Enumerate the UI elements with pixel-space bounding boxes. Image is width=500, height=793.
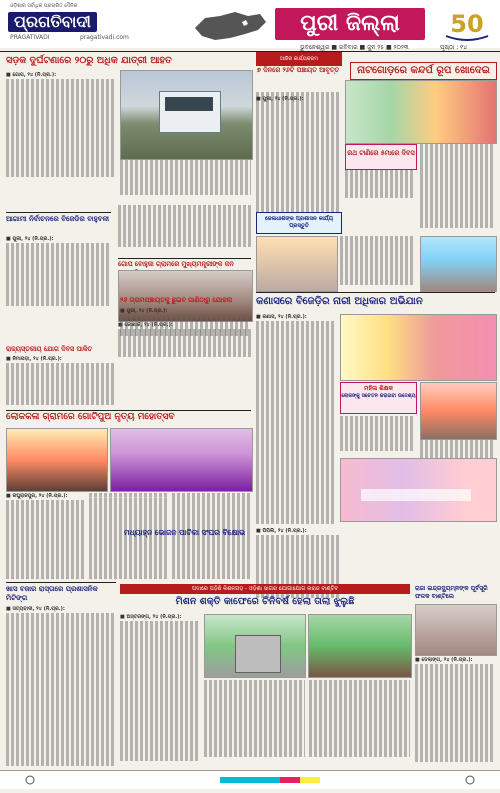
logo-subtitle: PRAGATIVADI <box>10 34 50 41</box>
photo-workshop <box>420 236 497 292</box>
headline-water-scheme: ୨୬ ଗ୍ରାମପଞ୍ଚାୟତକୁ ଛୁଇବ ପାଣିଠାରୁ ଯୋଜନା <box>120 296 233 304</box>
anniversary-emblem <box>440 6 494 44</box>
article-dateline-row <box>256 96 340 116</box>
website-url[interactable]: pragativadi.com <box>80 34 129 41</box>
photo-natagod-crafts <box>345 80 497 144</box>
highlight-text: ରଥ ଟାଣିରେ ୫ମାରେ ଦିବସ <box>347 149 415 157</box>
article-body <box>6 72 116 182</box>
article-dateline: ■ ପୁରୀ, ୨୪ (ନି.ପ୍ର.): <box>6 236 54 242</box>
article-body <box>120 308 250 338</box>
article-dateline: ■ ଗୋପ, ୨୪ (ନି.ପ୍ର.): <box>6 72 57 78</box>
article-body <box>6 356 116 406</box>
article-body <box>340 416 415 456</box>
photo-women-rally <box>340 314 497 381</box>
teacher-box <box>340 382 417 414</box>
article-body <box>415 657 495 765</box>
anniversary-number: 50 <box>450 10 484 38</box>
article-body <box>6 606 116 766</box>
headline-mission-shakti: ମିଶନ ଶକ୍ତି କାଫେରେ ଚିନିବର୍ଷ ହେଲା ତାଲା ଝୁଲୁଛି <box>175 596 355 607</box>
page-number: ପୃଷ୍ଠା : ୧୪ <box>440 44 468 51</box>
headline-natagod: ନାଟଗୋଡ଼ରେ କନ୍ଦର୍ପ ରୂପ ଖୋଦେଇ <box>350 62 497 80</box>
headline-accident: ସଡ଼କ ଦୁର୍ଘଟଣାରେ ୨୦ରୁ ଅଧିକ ଯାତ୍ରୀ ଆହତ <box>6 55 172 66</box>
article-dateline: ■ ପୁରୀ, ୨୪ (ନି.ପ୍ର.): <box>120 308 168 314</box>
highlight-box <box>345 144 417 170</box>
highlight-text-2: ଜେଳାଧୀଶଙ୍କ ପ୍ରଶାସନ କାର୍ଯ୍ୟ ପ୍ରସ୍ତୁତି <box>265 216 333 229</box>
article-body <box>6 236 111 308</box>
odisha-map-icon <box>190 8 270 44</box>
photo-accident-bus <box>120 70 253 160</box>
article-dateline: ■ ସତ୍ୟବାଦୀ, ୨୪ (ନି.ପ୍ର.): <box>6 606 65 612</box>
headline-king-plaque: ରାଜା ଇନ୍ଦ୍ରଦ୍ୟୁମ୍ନଙ୍କ ପୂର୍ବସୂରି ଫଳକ ବାଣ୍ଟିଲେ <box>415 585 488 600</box>
article-dateline: ■ କଣାସ, ୨୪ (ନି.ପ୍ର.): <box>256 314 307 320</box>
kicker-banner: ପଦାରେ ପଡ଼ିଛି କିଶନଗଡ଼ - ଓଡ଼ିଶା ସାଗର ଯୋଗାଯୋଗ ନାରାଜ ବାଣ୍ଟିବ <box>120 584 410 594</box>
dateline: ଭୁବନେଶ୍ୱର ■ ରବିବାର ■ ଜୁନ ୨୫ ■ ୨୦୨୩ <box>300 44 409 51</box>
teacher-box-title: ମହିଳା ଶିକ୍ଷକ <box>364 385 393 392</box>
box-label: ଆଜିର କାର୍ଯ୍ୟକ୍ରମ <box>256 52 342 66</box>
photo-cafe-building <box>204 614 306 678</box>
article-body <box>120 614 200 764</box>
footer-strip <box>0 770 500 789</box>
masthead-tagline: ଓଡ଼ିଶାର ସର୍ବାଧିକ ପ୍ରଚାରିତ ଦୈନିକ <box>10 3 78 9</box>
article-body <box>340 236 415 290</box>
headline-gotipua: ଲୋକକଳା ଗ୍ରାମରେ ଗୋଟିପୁଅ ନୃତ୍ୟ ମହୋତ୍ସବ <box>6 412 175 422</box>
headline-yoga-day: ରାଜ୍ୟସ୍ତରୀୟ ଯୋଗ ଦିବସ ପାଳିତ <box>6 345 93 353</box>
article-body <box>204 680 410 764</box>
teacher-box-text: ଲୋକଙ୍କୁ ସଚେତନ କରାଇବା ଉଦ୍ଦେଶ୍ୟ <box>341 393 416 399</box>
photo-cafe-lock <box>308 614 412 678</box>
article-body <box>256 314 336 524</box>
article-dateline: ■ ନିମାପଡ଼ା, ୨୪ (ନି.ପ୍ର.): <box>6 356 62 362</box>
photo-protest-banner <box>340 458 497 522</box>
headline-midday-meal: ମଧ୍ୟାହ୍ନ ଭୋଜନ ପାଚିକା ସଂଘର ବିକ୍ଷୋଭ <box>124 528 246 537</box>
photo-gotipua-dance <box>6 428 108 492</box>
article-body <box>345 170 415 200</box>
article-dateline: ■ ଡେଲାଙ୍ଗ, ୨୪ (ନି.ପ୍ର.): <box>415 657 473 663</box>
article-body <box>120 160 251 200</box>
article-dateline: ■ କୋଣାର୍କ, ୨୪ (ନି.ପ୍ର.): <box>118 322 173 328</box>
section-title: ପୁରୀ ଜିଲ୍ଲା <box>275 8 425 40</box>
registration-marks-icon <box>0 771 500 789</box>
article-dateline: ■ ପିପିଲି, ୨୪ (ନି.ପ୍ର.): <box>256 528 307 534</box>
newspaper-logo[interactable]: ପ୍ରଗତିବାଦୀ <box>8 12 97 32</box>
headline-election: ଆଗାମୀ ନିର୍ବାଚନରେ ବିଜେଡିର ବାହୁବଳୀ <box>6 215 110 223</box>
article-dateline: ■ ଅସ୍ତରଙ୍ଗ, ୨୪ (ନି.ପ୍ର.): <box>120 614 182 620</box>
photo-rally-crowd <box>420 382 497 440</box>
photo-craft-item <box>256 236 338 292</box>
article-dateline: ■ ପୁରୀ, ୨୪ (ନି.ପ୍ର.): <box>256 96 304 102</box>
photo-gotipua-stage <box>110 428 253 492</box>
headline-market: ଖାସ ବଜାର ରାସ୍ତାରେ ପ୍ରଶାସନିକ ମିଟିଙ୍ଗ <box>6 585 98 602</box>
headline-panchayat: ୭ ଦିନରେ ୨୬ଟି ପଞ୍ଚାୟତ ଆବୃତ୍ତ <box>256 66 340 74</box>
highlight-box-2 <box>256 212 342 234</box>
article-body <box>420 144 495 234</box>
article-dateline: ■ ରଘୁରାଜପୁର, ୨୪ (ନି.ପ୍ର.): <box>6 493 68 499</box>
article-body <box>118 205 251 255</box>
headline-konark: ଗୋପ ବୋହୁଜା ଗ୍ରାମରେ ମୁଖ୍ୟମନ୍ତ୍ରୀଙ୍କ ଜନ <box>118 260 234 268</box>
photo-stone-plaque <box>415 604 497 656</box>
headline-kanas-campaign: କଣାସରେ ବିଜେଡ଼ିର ନାରୀ ଅଧିକାର ଅଭିଯାନ <box>256 296 423 307</box>
